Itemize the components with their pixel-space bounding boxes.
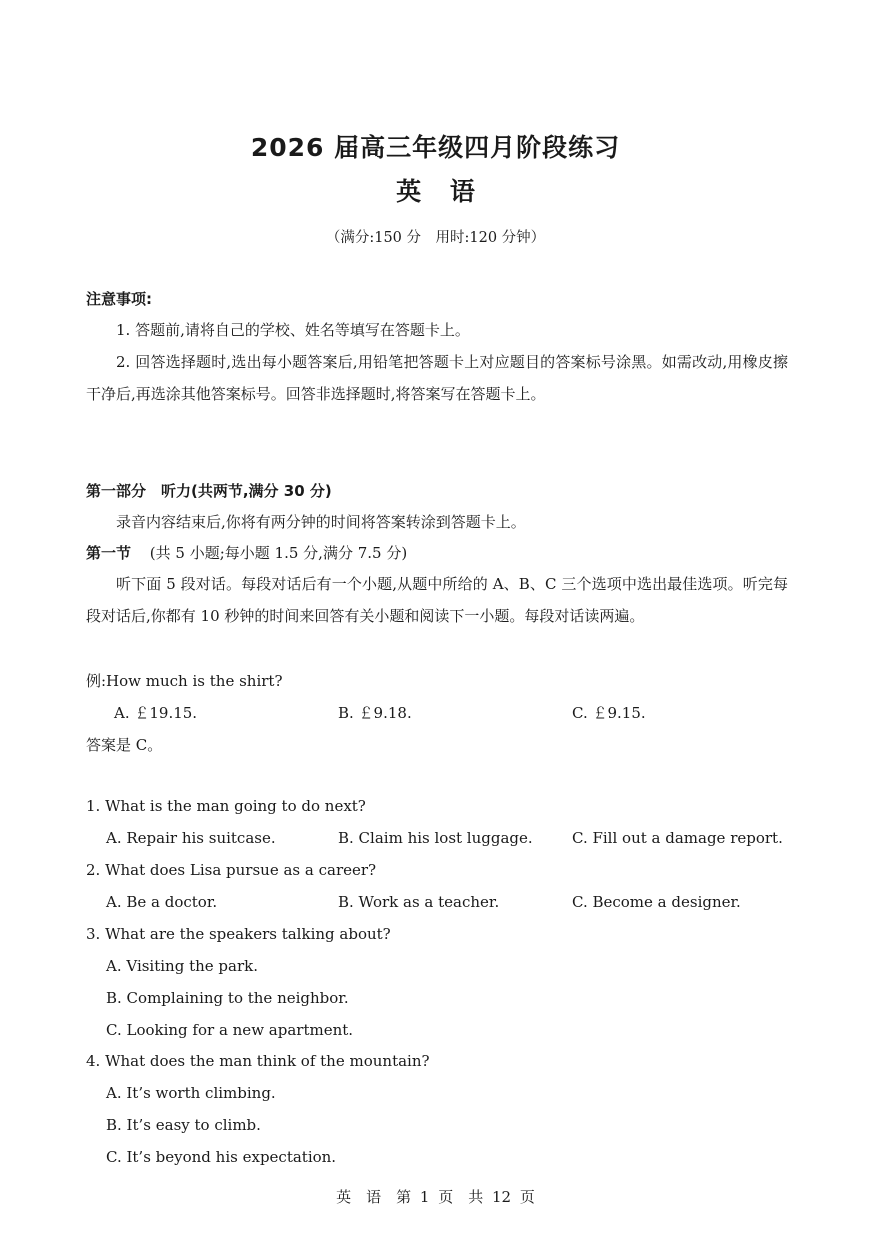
notice-heading: 注意事项: xyxy=(86,290,152,308)
question-3-stem: 3. What are the speakers talking about? xyxy=(86,925,391,943)
section1-line xyxy=(86,542,407,563)
notice-item-1: 1. 答题前,请将自己的学校、姓名等填写在答题卡上。 xyxy=(116,321,470,339)
question-1-option-b: B. Claim his lost luggage. xyxy=(338,829,533,847)
part1-intro: 录音内容结束后,你将有两分钟的时间将答案转涂到答题卡上。 xyxy=(116,513,526,531)
notice-item-2: 2. 回答选择题时,选出每小题答案后,用铅笔把答题卡上对应题目的答案标号涂黑。如需改动,用橡皮擦干净后,再选涂其他答案标号。回答非选择题时,将答案写在答题卡上。 xyxy=(86,353,788,403)
question-3-option-b: B. Complaining to the neighbor. xyxy=(106,989,349,1007)
question-1-option-c: C. Fill out a damage report. xyxy=(572,829,783,847)
question-2-option-b: B. Work as a teacher. xyxy=(338,893,500,911)
example-answer: 答案是 C。 xyxy=(86,736,163,754)
example-option-a: A. ￡19.15. xyxy=(114,704,198,722)
part1-heading: 第一部分 听力(共两节,满分 30 分) xyxy=(86,482,332,500)
question-1-option-a: A. Repair his suitcase. xyxy=(106,829,276,847)
exam-title: 2026 届高三年级四月阶段练习 xyxy=(250,133,621,162)
example-option-c: C. ￡9.15. xyxy=(572,704,646,722)
section1-info: (共 5 小题;每小题 1.5 分,满分 7.5 分) xyxy=(149,544,408,562)
score-time-info: （满分:150 分 用时:120 分钟） xyxy=(325,230,546,246)
question-4-option-a: A. It’s worth climbing. xyxy=(106,1084,276,1102)
question-4-stem: 4. What does the man think of the mountain? xyxy=(86,1052,430,1070)
question-4-option-b: B. It’s easy to climb. xyxy=(106,1116,261,1134)
section1-instructions: 听下面 5 段对话。每段对话后有一个小题,从题中所给的 A、B、C 三个选项中选出最佳选项。听完每段对话后,你都有 10 秒钟的时间来回答有关小题和阅读下一小题。每段对话读两遍。 xyxy=(86,575,788,625)
example-option-b: B. ￡9.18. xyxy=(338,704,412,722)
question-3-option-c: C. Looking for a new apartment. xyxy=(106,1021,354,1039)
page-footer: 英 语 第 1 页 共 12 页 xyxy=(336,1188,535,1206)
question-2-stem: 2. What does Lisa pursue as a career? xyxy=(86,861,377,879)
question-3-option-a: A. Visiting the park. xyxy=(106,957,258,975)
exam-subject: 英 语 xyxy=(396,177,475,206)
example-question: 例:How much is the shirt? xyxy=(86,672,283,690)
question-4-option-c: C. It’s beyond his expectation. xyxy=(106,1148,337,1166)
question-2-option-a: A. Be a doctor. xyxy=(106,893,218,911)
question-1-stem: 1. What is the man going to do next? xyxy=(86,797,366,815)
section1-heading: 第一节 xyxy=(86,544,132,562)
question-2-option-c: C. Become a designer. xyxy=(572,893,741,911)
